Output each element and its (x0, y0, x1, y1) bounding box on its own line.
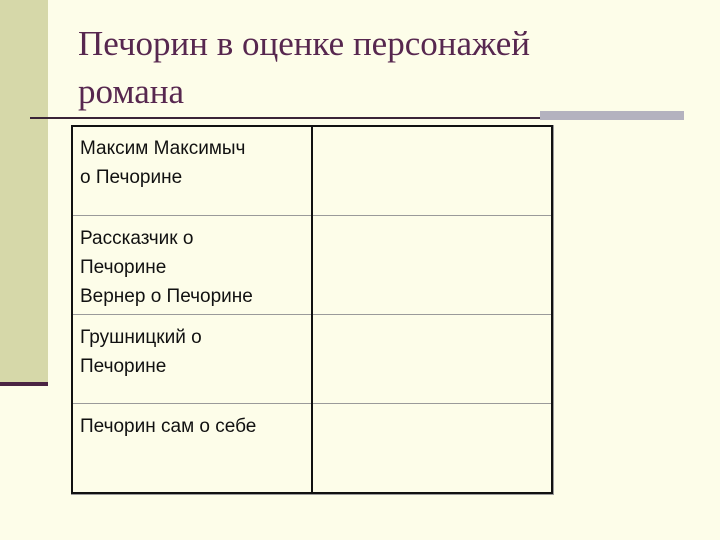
table-column-divider (311, 127, 313, 492)
side-band (0, 0, 48, 386)
row-label-cell (72, 216, 313, 315)
cell-text-line: Грушницкий о (80, 327, 202, 348)
cell-text-line: Печорине (80, 257, 167, 278)
cell-text-line: о Печорине (80, 167, 183, 188)
cell-text-line: Рассказчик о (80, 228, 194, 249)
cell-text-line: Печорине (80, 356, 167, 377)
row-value-cell[interactable] (313, 315, 554, 404)
cell-text-line: Вернер о Печорине (80, 286, 253, 307)
row-label-cell (72, 404, 313, 495)
row-value-cell[interactable] (313, 126, 554, 216)
row-value-cell[interactable] (313, 216, 554, 315)
title-rule-accent (540, 111, 684, 120)
title-line-1: Печорин в оценке персонажей (78, 24, 530, 63)
cell-text-line: Печорин сам о себе (80, 416, 257, 437)
title-line-2: романа (78, 72, 185, 111)
cell-text-line: Максим Максимыч (80, 138, 246, 159)
side-accent-line (0, 382, 48, 386)
slide-title (78, 20, 698, 116)
row-value-cell[interactable] (313, 404, 554, 495)
row-label-cell (72, 126, 313, 216)
row-label-cell (72, 315, 313, 404)
